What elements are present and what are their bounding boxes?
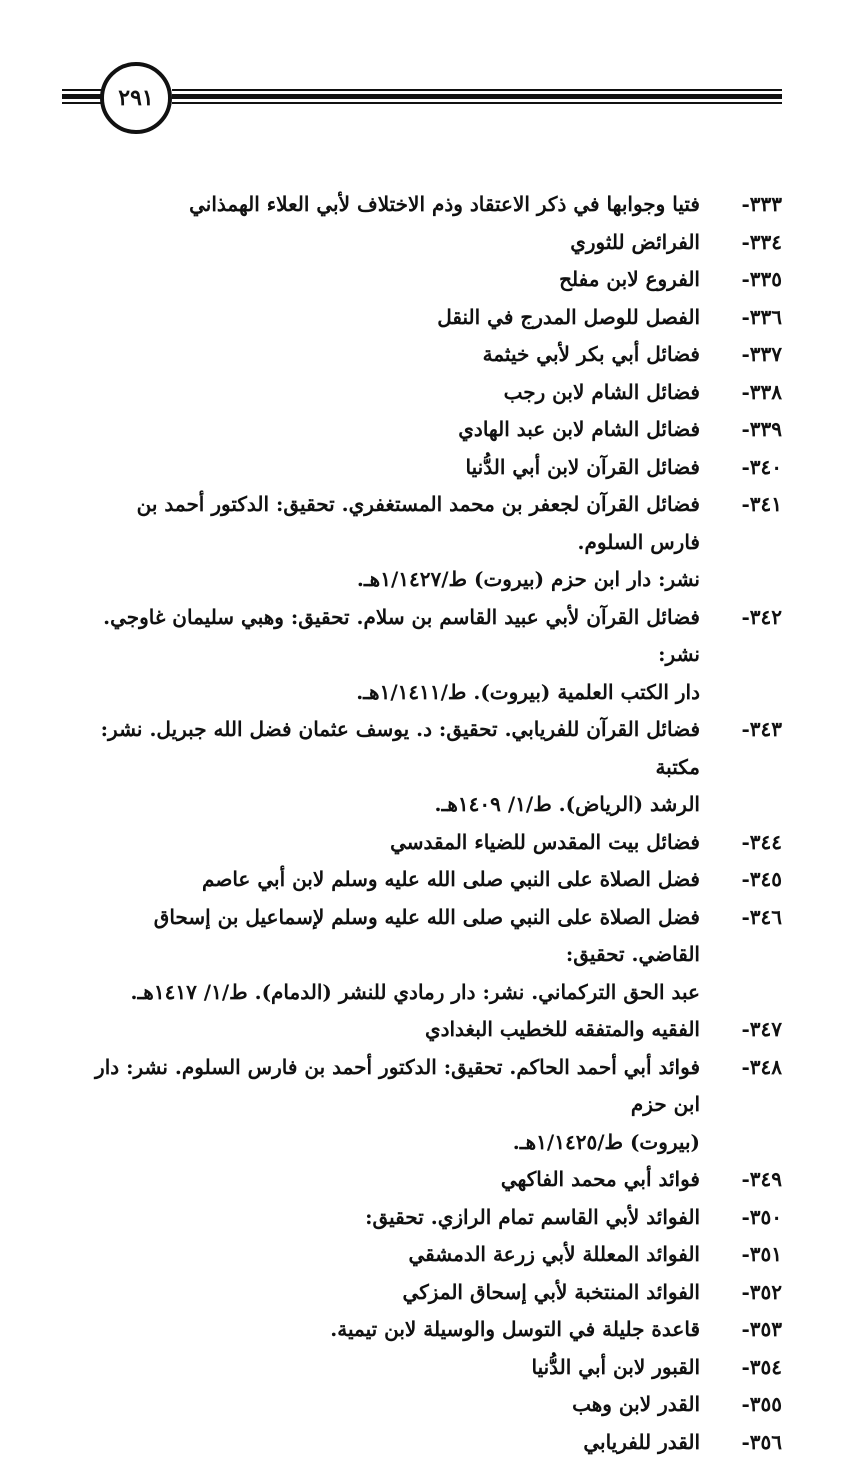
entry-text: الفروع لابن مفلح bbox=[92, 261, 700, 299]
list-item bbox=[92, 186, 782, 224]
header-rule bbox=[172, 94, 782, 99]
entry-number: ٣٣٦- bbox=[700, 299, 782, 337]
list-item bbox=[92, 1236, 782, 1274]
entry-number: ٣٣٨- bbox=[700, 374, 782, 412]
entry-number: ٣٤٢- bbox=[700, 599, 782, 637]
entry-text: الفصل للوصل المدرج في النقل bbox=[92, 299, 700, 337]
entry-text: قاعدة جليلة في التوسل والوسيلة لابن تيمية. bbox=[92, 1311, 700, 1349]
entry-number: ٣٥٦- bbox=[700, 1424, 782, 1461]
entry-text: الفوائد لأبي القاسم تمام الرازي. تحقيق: bbox=[92, 1199, 700, 1237]
entry-number: ٣٣٣- bbox=[700, 186, 782, 224]
list-item bbox=[92, 224, 782, 262]
list-item bbox=[92, 1386, 782, 1424]
entry-text: فضل الصلاة على النبي صلى الله عليه وسلم لإسماعيل بن إسحاق القاضي. تحقيق: bbox=[92, 899, 700, 974]
entry-number: ٣٤٦- bbox=[700, 899, 782, 937]
entry-text: فضائل الشام لابن عبد الهادي bbox=[92, 411, 700, 449]
entry-text: فضائل القرآن للفريابي. تحقيق: د. يوسف عثمان فضل الله جبريل. نشر: مكتبة bbox=[92, 711, 700, 786]
entry-text: القبور لابن أبي الدُّنيا bbox=[92, 1349, 700, 1387]
entry-number: ٣٣٩- bbox=[700, 411, 782, 449]
list-item bbox=[92, 1349, 782, 1387]
list-item bbox=[92, 486, 782, 599]
entry-text-continued: دار الكتب العلمية (بيروت). ط/١/١٤١١هـ. bbox=[92, 674, 700, 712]
entry-number: ٣٣٥- bbox=[700, 261, 782, 299]
list-item bbox=[92, 1161, 782, 1199]
list-item bbox=[92, 599, 782, 712]
entry-number: ٣٥٢- bbox=[700, 1274, 782, 1312]
entry-number: ٣٤٧- bbox=[700, 1011, 782, 1049]
list-item bbox=[92, 1049, 782, 1162]
entry-text: القدر لابن وهب bbox=[92, 1386, 700, 1424]
header-rule bbox=[62, 89, 106, 91]
page-number-badge bbox=[100, 62, 172, 134]
entry-number: ٣٥٤- bbox=[700, 1349, 782, 1387]
list-item bbox=[92, 711, 782, 824]
entry-number: ٣٤١- bbox=[700, 486, 782, 524]
entry-number: ٣٥٥- bbox=[700, 1386, 782, 1424]
page-header bbox=[0, 0, 868, 130]
list-item bbox=[92, 299, 782, 337]
entry-text: فضائل أبي بكر لأبي خيثمة bbox=[92, 336, 700, 374]
entry-text: فوائد أبي أحمد الحاكم. تحقيق: الدكتور أحمد بن فارس السلوم. نشر: دار ابن حزم bbox=[92, 1049, 700, 1124]
entry-number: ٣٥١- bbox=[700, 1236, 782, 1274]
list-item bbox=[92, 824, 782, 862]
entry-text-continued: عبد الحق التركماني. نشر: دار رمادي للنشر (الدمام). ط/١/ ١٤١٧هـ. bbox=[92, 974, 700, 1012]
entry-text: فوائد أبي محمد الفاكهي bbox=[92, 1161, 700, 1199]
reference-list bbox=[92, 186, 782, 1461]
list-item bbox=[92, 374, 782, 412]
entry-number: ٣٥٣- bbox=[700, 1311, 782, 1349]
entry-text: فضل الصلاة على النبي صلى الله عليه وسلم لابن أبي عاصم bbox=[92, 861, 700, 899]
list-item bbox=[92, 1424, 782, 1461]
list-item bbox=[92, 336, 782, 374]
list-item bbox=[92, 899, 782, 1012]
header-rule bbox=[172, 102, 782, 104]
entry-text: القدر للفريابي bbox=[92, 1424, 700, 1461]
entry-text-continued: نشر: دار ابن حزم (بيروت) ط/١/١٤٢٧هـ. bbox=[92, 561, 700, 599]
entry-text-continued: الرشد (الرياض). ط/١/ ١٤٠٩هـ. bbox=[92, 786, 700, 824]
list-item bbox=[92, 1199, 782, 1237]
entry-number: ٣٤٩- bbox=[700, 1161, 782, 1199]
entry-text-continued: (بيروت) ط/١/١٤٢٥هـ. bbox=[92, 1124, 700, 1162]
entry-number: ٣٤٨- bbox=[700, 1049, 782, 1087]
entry-text: فضائل القرآن لجعفر بن محمد المستغفري. تحقيق: الدكتور أحمد بن فارس السلوم. bbox=[92, 486, 700, 561]
list-item bbox=[92, 449, 782, 487]
entry-number: ٣٤٤- bbox=[700, 824, 782, 862]
header-rule bbox=[172, 89, 782, 91]
list-item bbox=[92, 261, 782, 299]
list-item bbox=[92, 861, 782, 899]
entry-text: فضائل بيت المقدس للضياء المقدسي bbox=[92, 824, 700, 862]
list-item bbox=[92, 1011, 782, 1049]
entry-text: الفوائد المنتخبة لأبي إسحاق المزكي bbox=[92, 1274, 700, 1312]
entry-text: الفقيه والمتفقه للخطيب البغدادي bbox=[92, 1011, 700, 1049]
entry-number: ٣٣٧- bbox=[700, 336, 782, 374]
list-item bbox=[92, 1274, 782, 1312]
entry-text: فضائل القرآن لابن أبي الدُّنيا bbox=[92, 449, 700, 487]
list-item bbox=[92, 1311, 782, 1349]
entry-number: ٣٤٠- bbox=[700, 449, 782, 487]
entry-text: الفوائد المعللة لأبي زرعة الدمشقي bbox=[92, 1236, 700, 1274]
entry-text: فضائل القرآن لأبي عبيد القاسم بن سلام. تحقيق: وهبي سليمان غاوجي. نشر: bbox=[92, 599, 700, 674]
entry-text: فتيا وجوابها في ذكر الاعتقاد وذم الاختلاف لأبي العلاء الهمذاني bbox=[92, 186, 700, 224]
entry-text: فضائل الشام لابن رجب bbox=[92, 374, 700, 412]
entry-number: ٣٣٤- bbox=[700, 224, 782, 262]
page-number: ٢٩١ bbox=[118, 85, 153, 111]
list-item bbox=[92, 411, 782, 449]
entry-text: الفرائض للثوري bbox=[92, 224, 700, 262]
entry-number: ٣٤٥- bbox=[700, 861, 782, 899]
entry-number: ٣٥٠- bbox=[700, 1199, 782, 1237]
entry-number: ٣٤٣- bbox=[700, 711, 782, 749]
